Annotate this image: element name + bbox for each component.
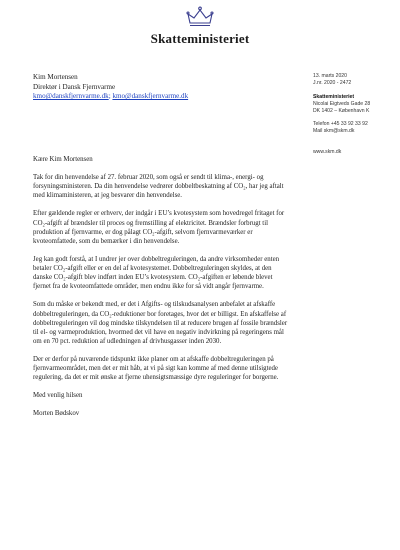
paragraph: Som du måske er bekendt med, er det i Afgifts- og tilskudsanalysen anbefalet at afskaffe dobbeltreguleringen, da CO₂-reduktioner bor foretages, hvor det er billigst. En afskaffelse af dobbeltreguleringen vil dog mindske tilskyndelsen til at reducere brugen af fossile brændsler til el- og varmeproduktion, hvormed det vil have en negativ indvirkning på regeringens mål om en 70 pct. reduktion af udledningen af drivhusgasser inden 2030. [33,301,288,345]
paragraph: Efter gældende regler er erhverv, der indgår i EU’s kvotesystem som hovedregel fritaget for CO₂-afgift af brændsler til proces og fremstilling af elektricitet. Brændsler forbrugt til produktion af fjernvarme, er dog pålagt CO₂-afgift, selvom fjernvarmeværker er kvoteomfattede, som du bemærker i din henvendelse. [33,210,285,245]
recipient-block [33,73,188,102]
email-separator: ; [108,92,113,101]
sender-org: Skatteministeriet [313,93,355,100]
closing: Med venlig hilsen [33,392,83,400]
salutation: Kære Kim Mortensen [33,156,93,163]
recipient-email-link-2[interactable]: kmo@danskfjernvarme.dk [112,92,189,101]
sender-address-line-2: DK 1402 – København K [313,107,370,114]
sender-address-line-1: Nicolai Eigtveds Gade 28 [313,100,371,107]
recipient-emails [33,92,188,102]
paragraph: Tak for din henvendelse af 27. februar 2020, som også er sendt til klima-, energi- og forsyningsministeren. Da din henvendelse vedrører dobbeltbeskatning af CO₂, har jeg aftalt med klimaministeren, at jeg besvarer din henvendelse. [33,174,284,200]
crown-icon [183,6,217,30]
letter-date: 13. marts 2020 [313,73,347,79]
org-name: Skatteministeriet [150,31,250,46]
recipient-title: Direktør i Dansk Fjernvarme [33,82,116,91]
recipient-email-link-1[interactable]: kmo@danskfjernvarme.dk [33,92,109,101]
letter-body [33,155,288,419]
sender-phone: Telefon +45 33 92 33 92 [313,121,368,128]
journal-number: J.nr. 2020 - 2472 [313,79,352,86]
paragraph: Jeg kan godt forstå, at I undrer jer over dobbeltreguleringen, da andre virksomheder enten betaler CO₂-afgift eller er en del af kvotesystemet. Dobbeltreguleringen skyldes, at den danske CO₂-afgift blev indført inden EU’s kvotesystem. CO₂-afgiften er løbende blevet fjernet fra de kvoteomfattede områder, men endnu ikke for så vidt angår fjernvarme. [33,255,280,291]
signature-name: Morten Bødskov [33,410,80,418]
sender-email: Mail skm@skm.dk [313,128,355,135]
paragraph: Der er derfor på nuværende tidspunkt ikke planer om at afskaffe dobbeltreguleringen på fjernvarmeområdet, men det er mit håb, at vi på sigt kan komme af med denne utilsigtede regulering, da det er mit ønske at fjerne uhensigtsmæssige dyre reguleringer for borgerne. [33,355,279,382]
recipient-name: Kim Mortensen [33,73,78,81]
letterhead [0,6,400,47]
sender-info [313,73,399,156]
sender-website: www.skm.dk [313,148,342,155]
